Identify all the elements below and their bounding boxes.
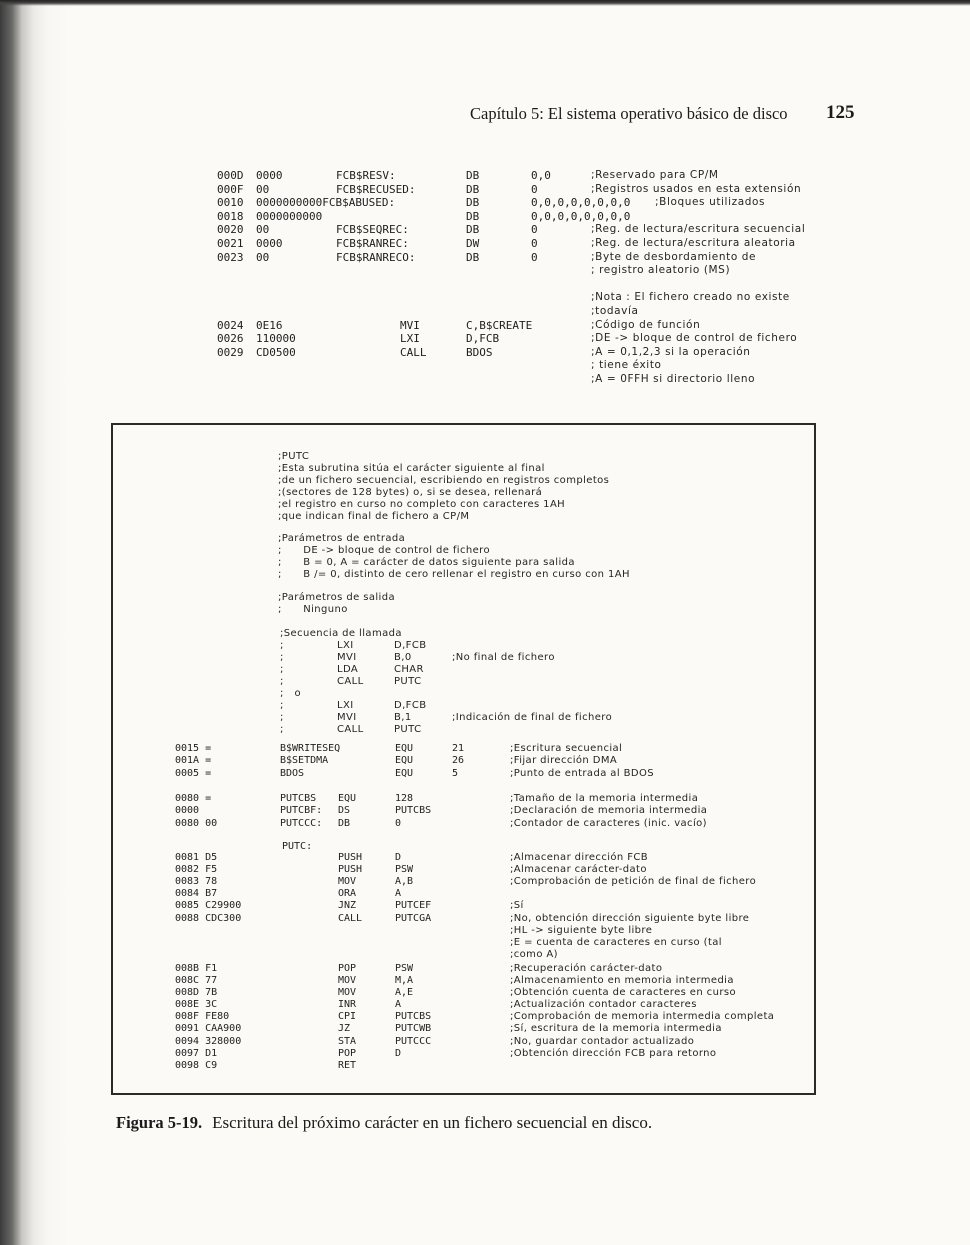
code-opcode: POP	[338, 963, 357, 974]
code-operand: D	[395, 852, 402, 863]
code-opcode: MOV	[338, 876, 357, 887]
line-address: 000F	[217, 183, 244, 196]
asm-comment: ;Tamaño de la memoria intermedia	[510, 793, 699, 804]
line-code: 00	[256, 251, 270, 264]
code-opcode: RET	[338, 1060, 357, 1071]
line-operand: D,FCB	[466, 332, 500, 345]
code-address: 008E 3C	[175, 999, 218, 1010]
code-operand: PSW	[395, 864, 414, 875]
figure-caption-text: Escritura del próximo carácter en un fichero secuencial en disco.	[212, 1113, 653, 1132]
code-address: 0088 CDC300	[175, 913, 242, 924]
code-comment: ;Almacenar carácter-dato	[510, 864, 647, 875]
line-operand: 0	[531, 223, 538, 236]
code-comment: ;como A)	[510, 949, 558, 960]
line-operand: 0,0	[531, 169, 551, 182]
putc-label: PUTC:	[282, 841, 313, 852]
code-address: 0084 B7	[175, 888, 218, 899]
code-comment: ;Obtención dirección FCB para retorno	[510, 1048, 717, 1059]
line-address: 0020	[217, 223, 244, 236]
asm-opcode: EQU	[395, 768, 414, 779]
line-comment: ;Reservado para CP/M	[591, 169, 719, 181]
code-address: 0085 C29900	[175, 900, 242, 911]
line-opcode: DB	[466, 210, 480, 223]
code-address: 0097 D1	[175, 1048, 218, 1059]
code-address: 0083 78	[175, 876, 218, 887]
code-operand: A,E	[395, 987, 414, 998]
code-opcode: STA	[338, 1036, 357, 1047]
code-address: 0098 C9	[175, 1060, 218, 1071]
code-opcode: INR	[338, 999, 357, 1010]
seq-prefix: ;	[280, 676, 284, 687]
code-opcode: JNZ	[338, 900, 357, 911]
comment-text: ; B = 0, A = carácter de datos siguiente para salida	[278, 557, 575, 568]
line-code: 00	[256, 183, 270, 196]
asm-address: 0000	[175, 805, 200, 816]
chapter-title: Capítulo 5: El sistema operativo básico de disco	[470, 104, 788, 123]
asm-comment: ;Declaración de memoria intermedia	[510, 805, 708, 816]
comment-text: ; DE -> bloque de control de fichero	[278, 545, 490, 556]
line-operand: 0,0,0,0,0,0,0,0	[531, 196, 631, 209]
line-opcode: DB	[466, 223, 480, 236]
code-comment: ;Almacenar dirección FCB	[510, 852, 649, 863]
seq-prefix: ;	[280, 652, 284, 663]
seq-opcode: LXI	[337, 700, 354, 711]
asm-address: 0005 =	[175, 768, 212, 779]
code-comment: ;Actualización contador caracteres	[510, 999, 697, 1010]
code-opcode: POP	[338, 1048, 357, 1059]
asm-label: B$WRITESEQ	[280, 743, 341, 754]
line-label: FCB$RANREC:	[336, 237, 409, 250]
asm-comment: ;Fijar dirección DMA	[510, 755, 618, 766]
code-comment: ;Comprobación de memoria intermedia completa	[510, 1011, 775, 1022]
line-label: FCB$RANRECO:	[336, 251, 416, 264]
line-comment: ; tiene éxito	[591, 359, 662, 371]
code-operand: PUTCBS	[395, 1011, 432, 1022]
line-comment: ;Reg. de lectura/escritura aleatoria	[591, 237, 796, 249]
line-operand: C,B$CREATE	[466, 319, 533, 332]
code-address: 008D 7B	[175, 987, 218, 998]
line-code: 0000	[256, 237, 283, 250]
code-address: 0091 CAA900	[175, 1023, 242, 1034]
code-address: 008B F1	[175, 963, 218, 974]
seq-comment: ;Indicación de final de fichero	[452, 712, 613, 723]
code-address: 008F FE80	[175, 1011, 230, 1022]
line-operand: 0	[531, 183, 538, 196]
asm-opcode: DS	[338, 805, 351, 816]
asm-opcode: EQU	[338, 793, 357, 804]
asm-opcode: EQU	[395, 743, 414, 754]
line-comment: ;A = 0FFH si directorio lleno	[591, 373, 756, 385]
line-address: 0026	[217, 332, 244, 345]
code-opcode: MOV	[338, 987, 357, 998]
code-address: 0094 328000	[175, 1036, 242, 1047]
line-opcode: DB	[466, 196, 480, 209]
code-comment: ;Recuperación carácter-dato	[510, 963, 663, 974]
seq-prefix: ;	[280, 664, 284, 675]
asm-opcode: DB	[338, 818, 351, 829]
seq-operand: B,1	[394, 712, 412, 723]
code-comment: ;Sí, escritura de la memoria intermedia	[510, 1023, 722, 1034]
seq-opcode: CALL	[337, 676, 364, 687]
code-operand: D	[395, 1048, 402, 1059]
asm-label: PUTCCC:	[280, 818, 323, 829]
figure-caption	[116, 1113, 652, 1133]
code-comment: ;HL -> siguiente byte libre	[510, 925, 653, 936]
code-comment: ;No, guardar contador actualizado	[510, 1036, 695, 1047]
line-opcode: DW	[466, 237, 480, 250]
line-comment: ;A = 0,1,2,3 si la operación	[591, 346, 751, 358]
seq-operand: D,FCB	[394, 640, 427, 651]
asm-comment: ;Escritura secuencial	[510, 743, 623, 754]
line-comment: ;Byte de desbordamiento de	[591, 251, 757, 263]
line-comment: ;Nota : El fichero creado no existe	[591, 291, 790, 303]
seq-opcode: MVI	[337, 712, 357, 723]
line-comment: ;Bloques utilizados	[655, 196, 766, 208]
asm-address: 0015 =	[175, 743, 212, 754]
code-operand: PUTCCC	[395, 1036, 432, 1047]
line-code: CD0500	[256, 346, 296, 359]
asm-opcode: EQU	[395, 755, 414, 766]
code-operand: PSW	[395, 963, 414, 974]
seq-opcode: LXI	[337, 640, 354, 651]
asm-address: 0080 00	[175, 818, 218, 829]
seq-operand: B,0	[394, 652, 412, 663]
asm-operand: 128	[395, 793, 414, 804]
line-comment: ; registro aleatorio (MS)	[591, 264, 731, 276]
code-opcode: JZ	[338, 1023, 351, 1034]
comment-text: ;Parámetros de salida	[278, 592, 395, 603]
comment-text: ;(sectores de 128 bytes) o, si se desea, rellenará	[278, 487, 543, 498]
asm-address: 0080 =	[175, 793, 212, 804]
code-address: 008C 77	[175, 975, 218, 986]
comment-text: ;Esta subrutina sitúa el carácter siguiente al final	[278, 463, 545, 474]
line-opcode: CALL	[400, 346, 427, 359]
code-opcode: PUSH	[338, 864, 363, 875]
asm-address: 001A =	[175, 755, 212, 766]
line-address: 0024	[217, 319, 244, 332]
comment-text: ;que indican final de fichero a CP/M	[278, 511, 470, 522]
code-address: 0082 F5	[175, 864, 218, 875]
comment-text: ;Parámetros de entrada	[278, 533, 406, 544]
code-opcode: CALL	[338, 913, 363, 924]
line-comment: ;todavía	[591, 305, 639, 317]
code-opcode: PUSH	[338, 852, 363, 863]
comment-text: ;el registro en curso no completo con caracteres 1AH	[278, 499, 566, 510]
figure-caption-label: Figura 5-19.	[116, 1113, 203, 1132]
code-address: 0081 D5	[175, 852, 218, 863]
asm-label: BDOS	[280, 768, 305, 779]
line-opcode: LXI	[400, 332, 420, 345]
line-comment: ;Reg. de lectura/escritura secuencial	[591, 223, 806, 235]
code-opcode: MOV	[338, 975, 357, 986]
code-opcode: ORA	[338, 888, 357, 899]
line-address: 0023	[217, 251, 244, 264]
line-address: 0029	[217, 346, 244, 359]
page-number: 125	[826, 102, 855, 123]
seq-prefix: ;	[280, 712, 284, 723]
line-comment: ;DE -> bloque de control de fichero	[591, 332, 798, 344]
asm-operand: 26	[452, 755, 465, 766]
line-address: 0021	[217, 237, 244, 250]
line-operand: 0,0,0,0,0,0,0,0	[531, 210, 631, 223]
code-comment: ;Obtención cuenta de caracteres en curso	[510, 987, 736, 998]
seq-opcode: CALL	[337, 724, 364, 735]
line-code: 00	[256, 223, 270, 236]
seq-prefix: ; o	[280, 688, 302, 699]
asm-label: B$SETDMA	[280, 755, 329, 766]
code-comment: ;No, obtención dirección siguiente byte libre	[510, 913, 750, 924]
line-address: 000D	[217, 169, 244, 182]
seq-operand: PUTC	[394, 724, 422, 735]
code-operand: PUTCGA	[395, 913, 432, 924]
line-operand: BDOS	[466, 346, 493, 359]
seq-prefix: ;	[280, 724, 284, 735]
asm-label: PUTCBS	[280, 793, 317, 804]
asm-operand: 5	[452, 768, 459, 779]
code-operand: A	[395, 888, 402, 899]
code-opcode: CPI	[338, 1011, 357, 1022]
line-code: 0000000000	[256, 210, 323, 223]
code-operand: PUTCWB	[395, 1023, 432, 1034]
code-comment: ;Comprobación de petición de final de fichero	[510, 876, 757, 887]
line-label: FCB$RESV:	[336, 169, 396, 182]
seq-prefix: ;	[280, 640, 284, 651]
asm-operand: 21	[452, 743, 465, 754]
line-opcode: DB	[466, 169, 480, 182]
line-opcode: DB	[466, 183, 480, 196]
code-operand: A	[395, 999, 402, 1010]
comment-text: ;de un fichero secuencial, escribiendo en registros completos	[278, 475, 610, 486]
line-comment: ;Código de función	[591, 319, 701, 331]
line-code: 0000000000FCB$ABUSED:	[256, 196, 396, 209]
asm-label: PUTCBF:	[280, 805, 323, 816]
seq-prefix: ;Secuencia de llamada	[280, 628, 402, 639]
line-opcode: MVI	[400, 319, 420, 332]
line-operand: 0	[531, 251, 538, 264]
code-comment: ;E = cuenta de caracteres en curso (tal	[510, 937, 722, 948]
line-code: 110000	[256, 332, 296, 345]
comment-text: ; B /= 0, distinto de cero rellenar el registro en curso con 1AH	[278, 569, 630, 580]
seq-operand: PUTC	[394, 676, 422, 687]
seq-prefix: ;	[280, 700, 284, 711]
seq-operand: CHAR	[394, 664, 424, 675]
line-address: 0010	[217, 196, 244, 209]
seq-opcode: LDA	[337, 664, 359, 675]
line-address: 0018	[217, 210, 244, 223]
asm-operand: PUTCBS	[395, 805, 432, 816]
line-label: FCB$RECUSED:	[336, 183, 416, 196]
seq-operand: D,FCB	[394, 700, 427, 711]
seq-opcode: MVI	[337, 652, 357, 663]
code-operand: PUTCEF	[395, 900, 432, 911]
code-operand: A,B	[395, 876, 414, 887]
code-comment: ;Almacenamiento en memoria intermedia	[510, 975, 734, 986]
asm-operand: 0	[395, 818, 402, 829]
line-operand: 0	[531, 237, 538, 250]
code-comment: ;Sí	[510, 900, 524, 911]
comment-text: ;PUTC	[278, 451, 310, 462]
top-listing	[0, 0, 970, 400]
line-comment: ;Registros usados en esta extensión	[591, 183, 802, 195]
line-code: 0E16	[256, 319, 283, 332]
comment-text: ; Ninguno	[278, 604, 348, 615]
asm-comment: ;Punto de entrada al BDOS	[510, 768, 654, 779]
line-code: 0000	[256, 169, 283, 182]
code-operand: M,A	[395, 975, 414, 986]
line-label: FCB$SEQREC:	[336, 223, 409, 236]
line-opcode: DB	[466, 251, 480, 264]
asm-comment: ;Contador de caracteres (inic. vacío)	[510, 818, 707, 829]
seq-comment: ;No final de fichero	[452, 652, 555, 663]
